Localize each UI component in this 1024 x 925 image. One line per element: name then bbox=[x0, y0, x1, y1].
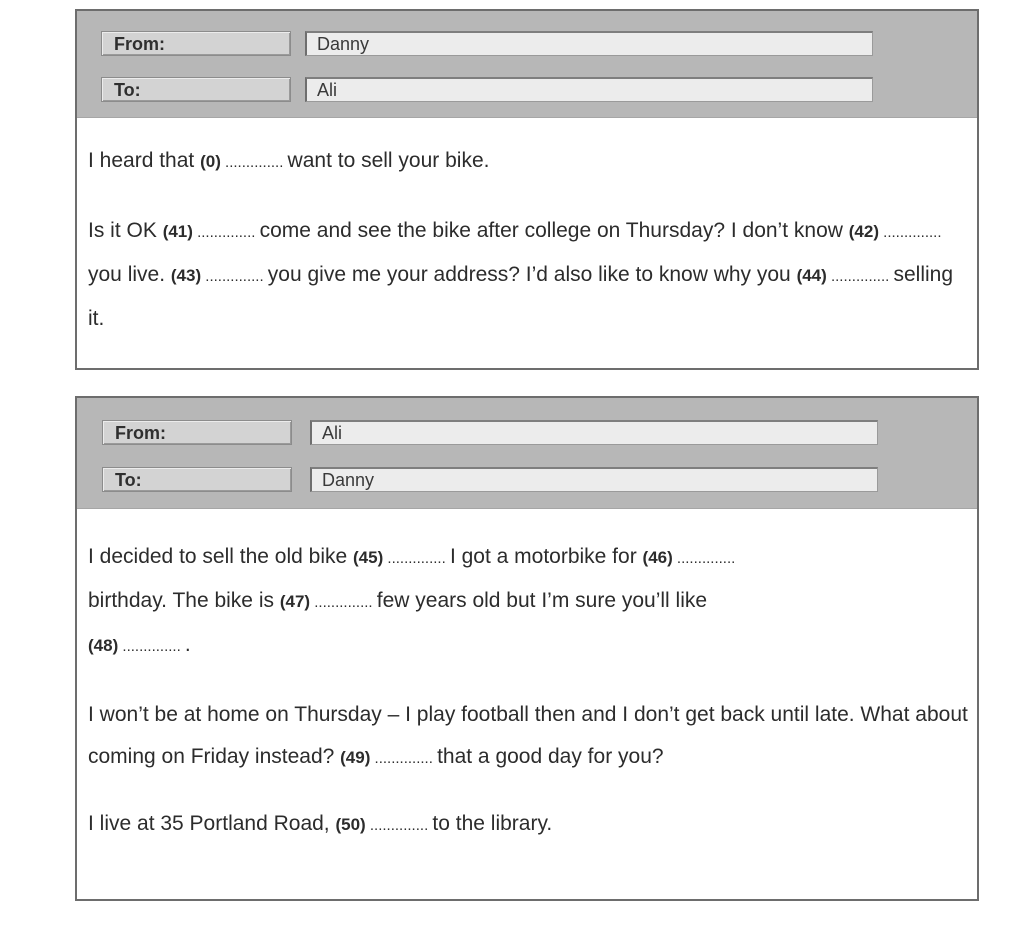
email-body bbox=[77, 509, 977, 847]
to-field[interactable]: Ali bbox=[305, 77, 873, 102]
paragraph bbox=[88, 140, 969, 184]
text: you live. bbox=[88, 263, 171, 286]
answer-blank[interactable]: .............. bbox=[672, 550, 736, 567]
to-field[interactable]: Danny bbox=[310, 467, 878, 492]
question-number: (48) bbox=[88, 636, 119, 655]
text: . bbox=[184, 633, 191, 656]
question-number: (43) bbox=[170, 266, 202, 285]
from-label: From: bbox=[102, 420, 292, 445]
answer-blank[interactable]: .............. bbox=[383, 550, 450, 567]
to-label: To: bbox=[102, 467, 292, 492]
question-number: (45) bbox=[353, 548, 384, 567]
to-label: To: bbox=[101, 77, 291, 102]
text: I decided to sell the old bike bbox=[88, 545, 354, 568]
question-number: (44) bbox=[796, 266, 827, 285]
text: few years old but I’m sure you’ll like bbox=[376, 589, 708, 612]
text: come and see the bike after college on Thursday? I don’t know bbox=[259, 219, 849, 242]
from-field[interactable]: Ali bbox=[310, 420, 878, 445]
answer-blank[interactable]: .............. bbox=[310, 594, 377, 611]
question-number: (41) bbox=[162, 222, 193, 241]
answer-blank[interactable]: .............. bbox=[201, 268, 268, 285]
text: to the library. bbox=[432, 812, 553, 835]
paragraph bbox=[88, 803, 969, 847]
question-number: (49) bbox=[340, 748, 371, 767]
email-header bbox=[77, 398, 977, 509]
text: that a good day for you? bbox=[437, 745, 664, 768]
question-number: (46) bbox=[642, 548, 673, 567]
text: want to sell your bike. bbox=[287, 149, 490, 172]
question-number: (50) bbox=[335, 815, 366, 834]
question-number: (47) bbox=[279, 592, 311, 611]
answer-blank[interactable]: .............. bbox=[192, 224, 260, 241]
email-message-2 bbox=[75, 396, 979, 901]
text: I got a motorbike for bbox=[449, 545, 643, 568]
text: I heard that bbox=[88, 149, 201, 172]
text: Is it OK bbox=[88, 219, 163, 242]
question-number: (0) bbox=[200, 152, 221, 171]
paragraph bbox=[88, 210, 969, 340]
answer-blank[interactable]: .............. bbox=[370, 750, 438, 767]
from-label: From: bbox=[101, 31, 291, 56]
answer-blank[interactable]: .............. bbox=[365, 817, 433, 834]
paragraph bbox=[88, 536, 969, 668]
text: I live at 35 Portland Road, bbox=[88, 812, 336, 835]
email-message-1 bbox=[75, 9, 979, 370]
question-number: (42) bbox=[848, 222, 879, 241]
answer-blank[interactable]: .............. bbox=[118, 638, 185, 655]
from-field[interactable]: Danny bbox=[305, 31, 873, 56]
answer-blank[interactable]: .............. bbox=[878, 224, 942, 241]
email-header bbox=[77, 11, 977, 118]
text: you give me your address? I’d also like to know why you bbox=[267, 263, 797, 286]
answer-blank[interactable]: .............. bbox=[826, 268, 894, 285]
text: birthday. The bike is bbox=[88, 589, 280, 612]
paragraph bbox=[88, 694, 969, 780]
email-body bbox=[77, 118, 977, 340]
text: selling it. bbox=[88, 263, 954, 330]
answer-blank[interactable]: .............. bbox=[220, 154, 288, 171]
text: I won’t be at home on Thursday – I play football then and I don’t get back until late. What about coming on Friday instead? bbox=[88, 703, 968, 768]
